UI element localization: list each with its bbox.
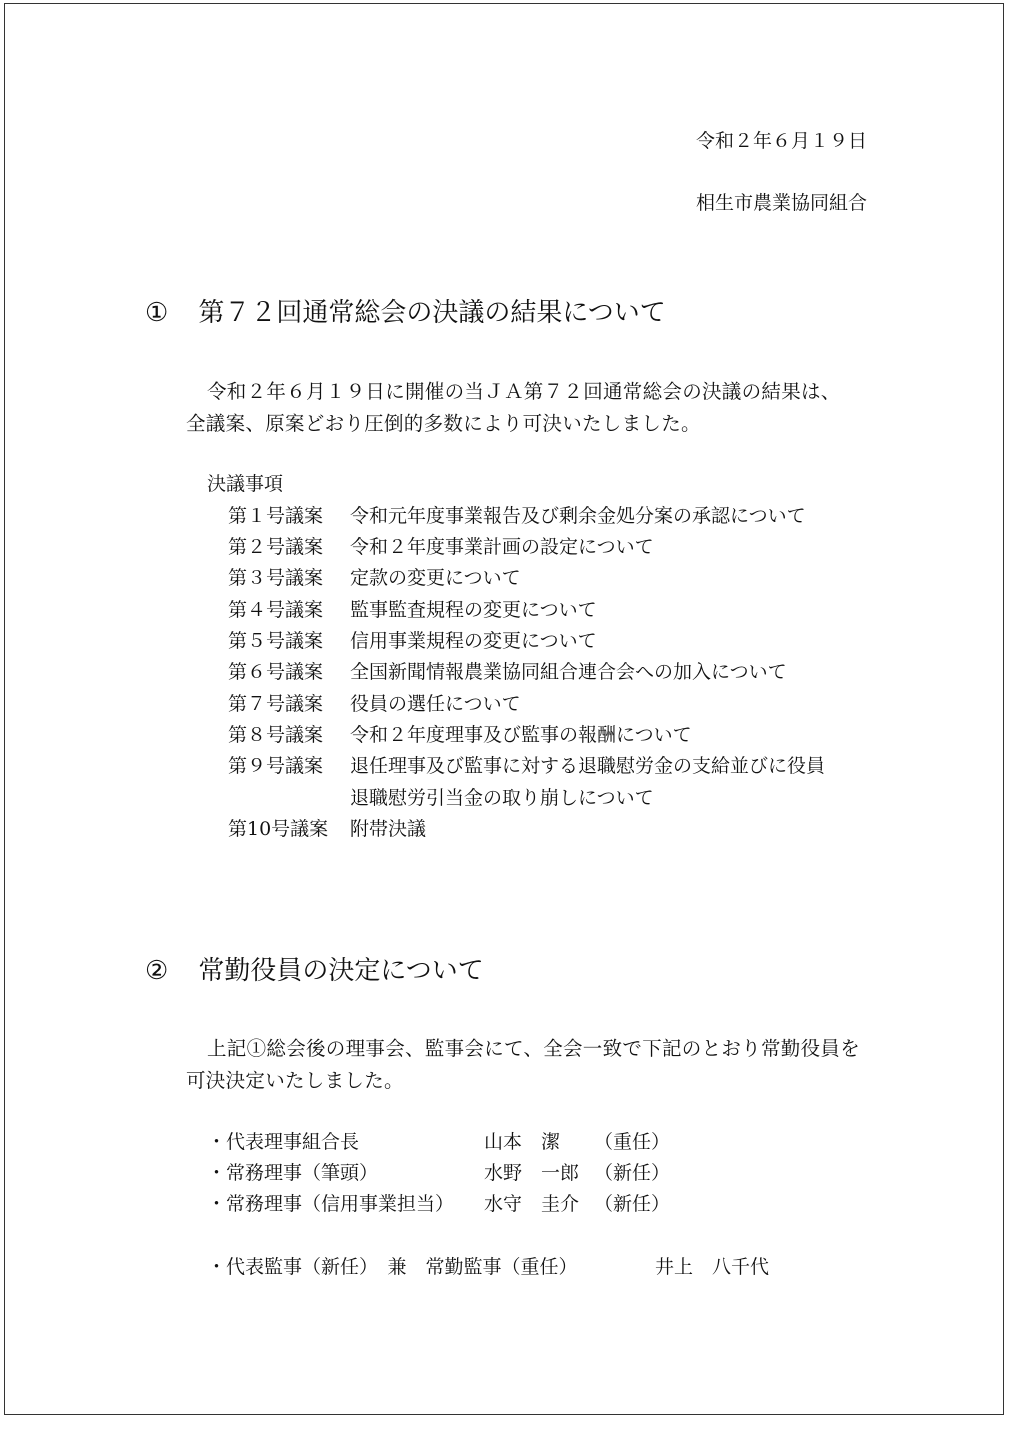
resolution-text: 令和２年度理事及び監事の報酬について	[350, 724, 692, 746]
resolution-number: 第５号議案	[228, 630, 324, 652]
section1-title: 第７２回通常総会の決議の結果について	[198, 298, 666, 328]
resolution-number: 第６号議案	[228, 661, 324, 683]
section1-heading	[145, 292, 666, 329]
resolution-number: 第８号議案	[228, 724, 324, 746]
resolution-item	[228, 657, 787, 684]
section2-paragraph-line1: 上記①総会後の理事会、監事会にて、全会一致で下記のとおり常勤役員を	[207, 1037, 861, 1060]
resolution-item	[228, 751, 825, 778]
officer-name: 水守 圭介	[484, 1193, 580, 1215]
resolution-item	[228, 595, 597, 622]
officer-status: （新任）	[594, 1193, 671, 1215]
resolution-item	[228, 532, 654, 559]
resolution-text: 信用事業規程の変更について	[350, 630, 597, 652]
resolution-text: 定款の変更について	[350, 567, 521, 589]
resolution-item	[228, 689, 521, 716]
resolution-text: 役員の選任について	[350, 693, 521, 715]
resolution-number: 第３号議案	[228, 567, 324, 589]
organization-name: 相生市農業協同組合	[695, 192, 867, 214]
resolution-item	[228, 563, 521, 590]
resolution-text: 令和元年度事業報告及び剰余金処分案の承認について	[350, 505, 806, 527]
officer-row	[207, 1127, 670, 1154]
officer-status: （新任）	[594, 1162, 671, 1184]
officer-role: ・代表理事組合長	[207, 1131, 360, 1153]
resolution-text: 令和２年度事業計画の設定について	[350, 536, 654, 558]
auditor-row	[207, 1252, 769, 1279]
resolution-number: 第４号議案	[228, 599, 324, 621]
section2-number: ②	[145, 956, 169, 986]
section2-paragraph-line2: 可決決定いたしました。	[186, 1069, 404, 1092]
officer-name: 山本 潔	[484, 1131, 561, 1153]
section1-number: ①	[145, 298, 169, 328]
section2-title: 常勤役員の決定について	[198, 956, 484, 986]
auditor-role: ・代表監事（新任） 兼 常勤監事（重任）	[207, 1256, 578, 1278]
document-date: 令和２年６月１９日	[695, 130, 867, 152]
resolution-number: 第９号議案	[228, 755, 324, 777]
auditor-name: 井上 八千代	[655, 1256, 770, 1278]
resolution-text: 附帯決議	[350, 818, 427, 840]
resolution-text: 監事監査規程の変更について	[350, 599, 597, 621]
officer-role: ・常務理事（信用事業担当）	[207, 1193, 455, 1215]
resolutions-label: 決議事項	[207, 473, 284, 495]
officer-row	[207, 1189, 670, 1216]
section1-paragraph-line2: 全議案、原案どおり圧倒的多数により可決いたしました。	[186, 412, 701, 435]
officer-row	[207, 1158, 670, 1185]
resolution-number: 第１号議案	[228, 505, 324, 527]
resolution-item	[228, 626, 597, 653]
resolution-number: 第10号議案	[228, 818, 329, 840]
resolution-item	[228, 720, 692, 747]
section2-heading	[145, 950, 484, 987]
section1-paragraph-line1: 令和２年６月１９日に開催の当ＪＡ第７２回通常総会の決議の結果は、	[207, 380, 841, 403]
resolution-item	[228, 814, 426, 841]
officer-name: 水野 一郎	[484, 1162, 580, 1184]
resolution-number: 第２号議案	[228, 536, 324, 558]
resolution-item	[228, 501, 806, 528]
resolution-number: 第７号議案	[228, 693, 324, 715]
resolution-text-continued: 退職慰労引当金の取り崩しについて	[350, 787, 654, 809]
officer-role: ・常務理事（筆頭）	[207, 1162, 379, 1184]
officer-status: （重任）	[594, 1131, 671, 1153]
resolution-text: 退任理事及び監事に対する退職慰労金の支給並びに役員	[350, 755, 826, 777]
resolution-text: 全国新聞情報農業協同組合連合会への加入について	[350, 661, 787, 683]
